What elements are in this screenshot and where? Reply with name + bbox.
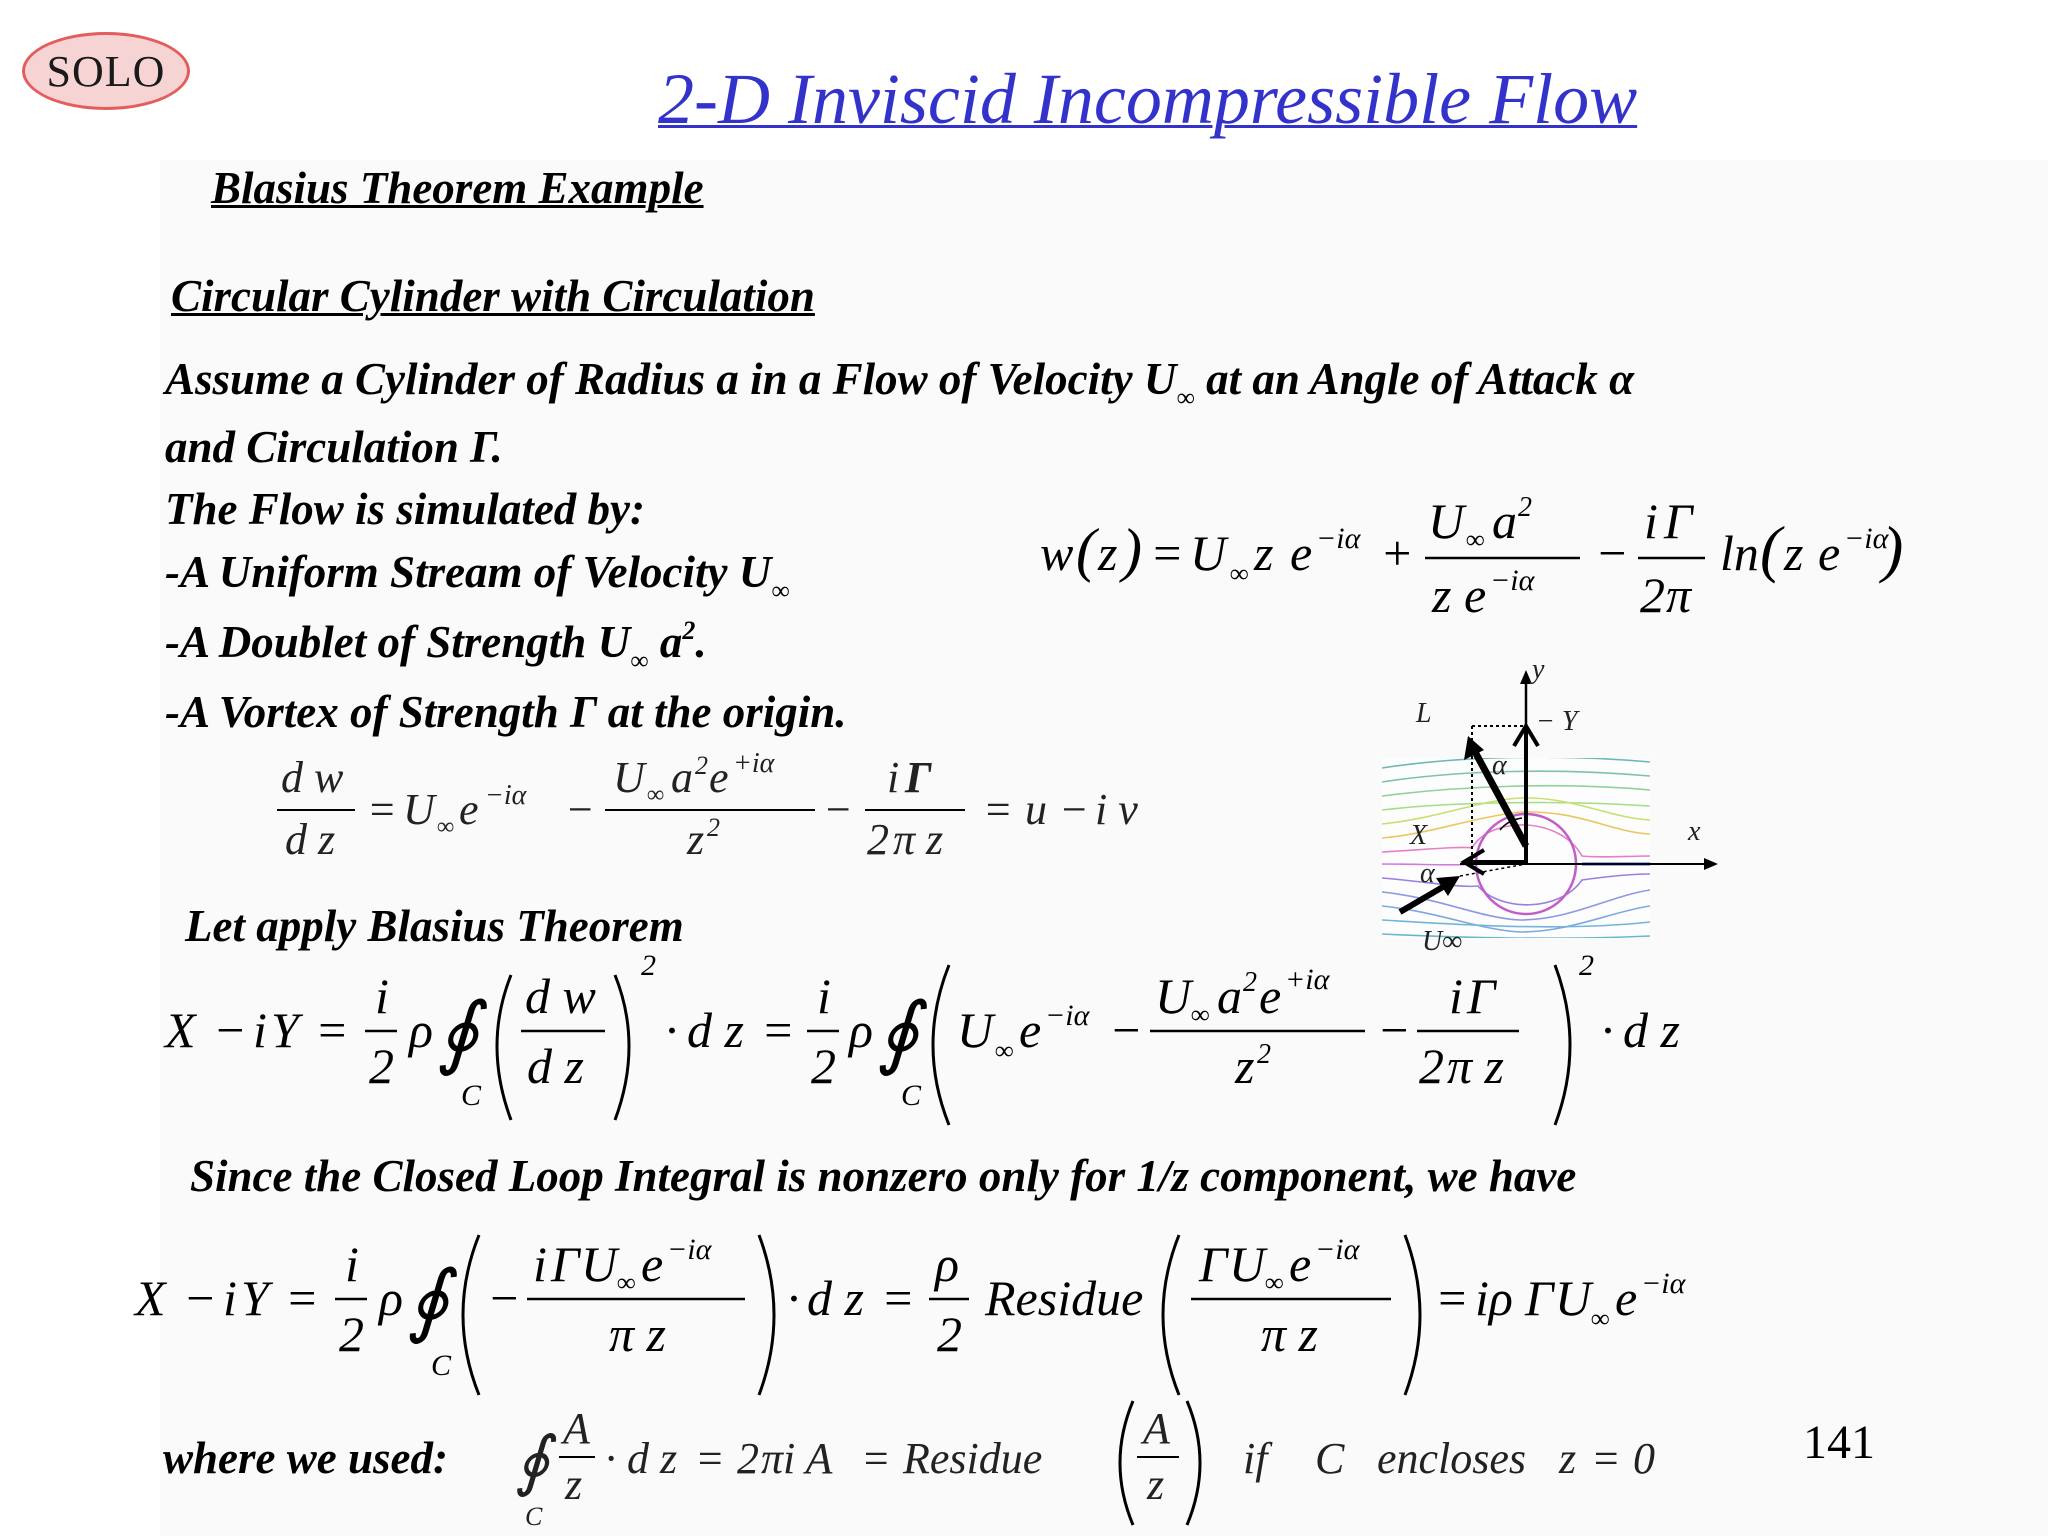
svg-text:Γ: Γ <box>1525 1270 1554 1326</box>
svg-text:d z: d z <box>527 1038 584 1094</box>
svg-text:2: 2 <box>937 1306 962 1362</box>
svg-text:i: i <box>533 1236 547 1292</box>
svg-text:=: = <box>315 1002 349 1058</box>
svg-text:Γ: Γ <box>1467 968 1496 1024</box>
svg-text:π z: π z <box>609 1306 667 1362</box>
lift-label: L <box>1416 698 1432 729</box>
y-axis-label: y <box>1532 654 1545 685</box>
svg-text:): ) <box>1882 513 1904 584</box>
svg-text:∞: ∞ <box>437 814 455 840</box>
alpha-label-bottom: α <box>1420 858 1435 889</box>
svg-text:2: 2 <box>641 949 656 982</box>
svg-text:+iα: +iα <box>1285 963 1330 996</box>
svg-text:e: e <box>1818 525 1841 581</box>
svg-text:−: − <box>183 1270 217 1326</box>
svg-text:2: 2 <box>1640 567 1665 623</box>
svg-text:Γ: Γ <box>551 1236 580 1292</box>
svg-text:i: i <box>1644 493 1658 549</box>
assume-line-2: and Circulation Γ. <box>165 422 503 472</box>
svg-text:=: = <box>285 1270 319 1326</box>
svg-text:−iα: −iα <box>485 780 527 811</box>
infinity-subscript: ∞ <box>1176 383 1195 412</box>
svg-text:e: e <box>641 1236 664 1292</box>
svg-text:i: i <box>253 1002 267 1058</box>
x-force-label: X <box>1410 820 1428 851</box>
svg-text:X: X <box>135 1270 166 1326</box>
page-number: 141 <box>1803 1416 1875 1469</box>
minus-y-label: − Y <box>1536 706 1578 737</box>
infinity-subscript: ∞ <box>630 646 649 675</box>
svg-text:−iα: −iα <box>1844 522 1889 555</box>
svg-text:U: U <box>613 753 645 802</box>
svg-text:∞: ∞ <box>1265 1268 1284 1297</box>
svg-text:=: = <box>695 1434 725 1483</box>
svg-text:·: · <box>605 1434 616 1483</box>
svg-text:i: i <box>817 968 831 1024</box>
freestream-label: U∞ <box>1422 926 1463 957</box>
svg-text:d z: d z <box>627 1434 678 1483</box>
svg-text:2: 2 <box>1579 949 1594 982</box>
svg-text:∮: ∮ <box>407 1257 449 1345</box>
svg-text:w: w <box>1040 525 1074 581</box>
equation-complex-potential <box>1040 490 1904 630</box>
svg-text:z: z <box>1235 1038 1255 1094</box>
heading-blasius-example: Blasius Theorem Example <box>211 163 704 213</box>
svg-text:d w: d w <box>281 753 344 802</box>
svg-text:πi A: πi A <box>761 1434 833 1483</box>
equation-blasius-integral <box>165 949 1765 1135</box>
svg-text:·: · <box>1601 1002 1614 1058</box>
svg-text:−: − <box>1059 785 1089 834</box>
svg-text:π z: π z <box>1261 1306 1319 1362</box>
svg-text:Γ: Γ <box>1199 1236 1228 1292</box>
svg-text:U: U <box>1190 525 1227 581</box>
assume-text-b: at an Angle of Attack α <box>1194 354 1634 404</box>
svg-text:e: e <box>1615 1270 1638 1326</box>
svg-text:C: C <box>1315 1434 1345 1483</box>
svg-text:Γ: Γ <box>1664 493 1693 549</box>
svg-text:e: e <box>459 785 479 834</box>
svg-text:ρ: ρ <box>849 1002 873 1058</box>
svg-text:∮: ∮ <box>437 989 479 1077</box>
svg-text:U: U <box>1428 493 1465 549</box>
svg-text:d z: d z <box>807 1270 864 1326</box>
svg-text:=: = <box>1591 1434 1621 1483</box>
svg-text:d z: d z <box>687 1002 744 1058</box>
svg-text:z: z <box>1784 525 1804 581</box>
svg-text:C: C <box>461 1079 482 1112</box>
svg-text:−: − <box>823 785 853 834</box>
svg-text:−: − <box>213 1002 247 1058</box>
svg-text:e: e <box>1019 1002 1042 1058</box>
svg-text:ρ: ρ <box>409 1002 433 1058</box>
svg-text:∞: ∞ <box>1191 1000 1210 1029</box>
svg-text:A: A <box>563 1404 590 1453</box>
bullet-2-text-a: -A Doublet of Strength U <box>165 617 631 667</box>
svg-text:2: 2 <box>1243 967 1257 998</box>
svg-text:−: − <box>1595 525 1629 581</box>
svg-text:−: − <box>487 1270 521 1326</box>
where-we-used: where we used: <box>163 1433 448 1483</box>
svg-text:z: z <box>1432 567 1452 623</box>
equation-residue <box>135 1225 1735 1405</box>
bullet-uniform-stream <box>165 546 790 605</box>
svg-text:Residue: Residue <box>985 1270 1144 1326</box>
bullet-1-text: -A Uniform Stream of Velocity U <box>165 547 772 597</box>
svg-text:2: 2 <box>811 1038 836 1094</box>
svg-text:ln: ln <box>1720 525 1759 581</box>
svg-text:U: U <box>957 1002 994 1058</box>
assume-line-1 <box>165 353 1634 412</box>
svg-text:2: 2 <box>1419 1038 1444 1094</box>
svg-text:Γ: Γ <box>905 753 932 802</box>
svg-text:=: = <box>861 1434 891 1483</box>
svg-text:a: a <box>1217 968 1242 1024</box>
bullet-2-text-c: . <box>695 617 707 667</box>
svg-text:2: 2 <box>1257 1039 1271 1070</box>
svg-text:): ) <box>1122 517 1142 583</box>
svg-text:Y: Y <box>271 1002 299 1058</box>
svg-text:∞: ∞ <box>1230 559 1249 588</box>
svg-text:i: i <box>345 1236 359 1292</box>
svg-text:i v: i v <box>1095 785 1138 834</box>
svg-text:=: = <box>1435 1270 1469 1326</box>
svg-text:∞: ∞ <box>1591 1304 1610 1333</box>
svg-text:π: π <box>1666 567 1692 623</box>
svg-text:·: · <box>665 1002 678 1058</box>
squared-superscript: 2 <box>682 616 696 645</box>
svg-text:i: i <box>375 968 389 1024</box>
svg-text:∞: ∞ <box>1466 525 1485 554</box>
simulated-by: The Flow is simulated by: <box>165 484 646 534</box>
x-axis-label: x <box>1688 816 1701 847</box>
svg-text:if: if <box>1243 1434 1268 1483</box>
svg-text:X: X <box>165 1002 196 1058</box>
svg-text:i: i <box>223 1270 237 1326</box>
svg-text:=: = <box>761 1002 795 1058</box>
svg-text:ρ: ρ <box>379 1270 403 1326</box>
svg-text:+iα: +iα <box>733 748 775 779</box>
svg-text:e: e <box>1290 525 1313 581</box>
svg-text:·: · <box>787 1270 800 1326</box>
svg-text:a: a <box>671 753 693 802</box>
svg-text:=: = <box>1150 525 1184 581</box>
svg-text:e: e <box>1259 968 1282 1024</box>
svg-text:U: U <box>403 785 435 834</box>
svg-text:2: 2 <box>1518 492 1532 523</box>
svg-text:−iα: −iα <box>1641 1267 1686 1300</box>
svg-text:z: z <box>565 1460 583 1509</box>
svg-text:(: ( <box>1760 513 1782 584</box>
svg-text:2: 2 <box>339 1306 364 1362</box>
svg-text:∮: ∮ <box>877 989 919 1077</box>
svg-text:=: = <box>983 785 1013 834</box>
svg-text:encloses: encloses <box>1377 1434 1527 1483</box>
svg-text:Y: Y <box>241 1270 269 1326</box>
svg-text:z: z <box>1098 525 1118 581</box>
solo-badge: SOLO <box>22 32 190 110</box>
svg-text:−iα: −iα <box>667 1233 712 1266</box>
svg-text:π z: π z <box>1447 1038 1505 1094</box>
equation-residue-theorem <box>515 1395 1775 1530</box>
svg-text:z: z <box>1559 1434 1577 1483</box>
let-apply-blasius: Let apply Blasius Theorem <box>185 901 684 951</box>
svg-text:i: i <box>1449 968 1463 1024</box>
assume-text-a: Assume a Cylinder of Radius a in a Flow of Velocity U <box>165 354 1177 404</box>
svg-text:z: z <box>1254 525 1274 581</box>
svg-text:π z: π z <box>893 815 944 864</box>
svg-text:ρ: ρ <box>935 1236 959 1292</box>
svg-text:∮: ∮ <box>515 1425 550 1498</box>
svg-text:−: − <box>1377 1002 1411 1058</box>
cylinder-flow-diagram <box>1360 650 1740 970</box>
alpha-label-top: α <box>1492 750 1507 781</box>
svg-text:=: = <box>881 1270 915 1326</box>
equation-complex-velocity <box>275 748 1175 872</box>
svg-text:Residue: Residue <box>903 1434 1043 1483</box>
svg-text:A: A <box>1143 1404 1170 1453</box>
svg-text:i: i <box>887 753 900 802</box>
bullet-2-text-b: a <box>648 617 683 667</box>
svg-text:0: 0 <box>1633 1434 1655 1483</box>
svg-text:−: − <box>565 785 595 834</box>
page-title: 2-D Inviscid Incompressible Flow <box>658 59 1638 139</box>
svg-text:∞: ∞ <box>647 782 665 808</box>
svg-text:U: U <box>1155 968 1192 1024</box>
svg-text:d z: d z <box>285 815 336 864</box>
svg-text:−iα: −iα <box>1316 522 1361 555</box>
svg-text:d z: d z <box>1623 1002 1680 1058</box>
svg-text:2: 2 <box>369 1038 394 1094</box>
svg-text:C: C <box>431 1349 452 1382</box>
svg-text:z: z <box>687 815 705 864</box>
svg-text:U: U <box>581 1236 618 1292</box>
svg-text:iρ: iρ <box>1475 1270 1513 1326</box>
svg-text:e: e <box>1464 567 1487 623</box>
svg-text:e: e <box>1289 1236 1312 1292</box>
svg-text:−: − <box>1109 1002 1143 1058</box>
svg-text:−iα: −iα <box>1045 999 1090 1032</box>
svg-text:2: 2 <box>867 815 889 864</box>
svg-text:d w: d w <box>525 968 596 1024</box>
svg-text:C: C <box>525 1502 543 1531</box>
svg-text:2: 2 <box>707 813 720 842</box>
svg-text:−iα: −iα <box>1315 1233 1360 1266</box>
svg-text:−iα: −iα <box>1490 564 1535 597</box>
since-closed-loop: Since the Closed Loop Integral is nonzero only for 1/z component, we have <box>190 1151 1577 1201</box>
svg-text:a: a <box>1492 493 1517 549</box>
svg-text:2: 2 <box>737 1434 759 1483</box>
infinity-subscript: ∞ <box>771 576 790 605</box>
svg-text:u: u <box>1025 785 1047 834</box>
svg-text:=: = <box>367 785 397 834</box>
svg-text:e: e <box>709 753 729 802</box>
svg-text:U: U <box>1555 1270 1592 1326</box>
svg-text:(: ( <box>1076 517 1096 583</box>
bullet-vortex: -A Vortex of Strength Γ at the origin. <box>165 687 847 737</box>
svg-text:∞: ∞ <box>617 1268 636 1297</box>
svg-text:z: z <box>1147 1460 1165 1509</box>
svg-text:+: + <box>1380 525 1414 581</box>
heading-circular-cylinder: Circular Cylinder with Circulation <box>171 271 815 321</box>
bullet-doublet <box>165 616 707 675</box>
svg-text:U: U <box>1229 1236 1266 1292</box>
svg-text:C: C <box>901 1079 922 1112</box>
svg-text:2: 2 <box>695 751 708 780</box>
svg-text:∞: ∞ <box>995 1036 1014 1065</box>
